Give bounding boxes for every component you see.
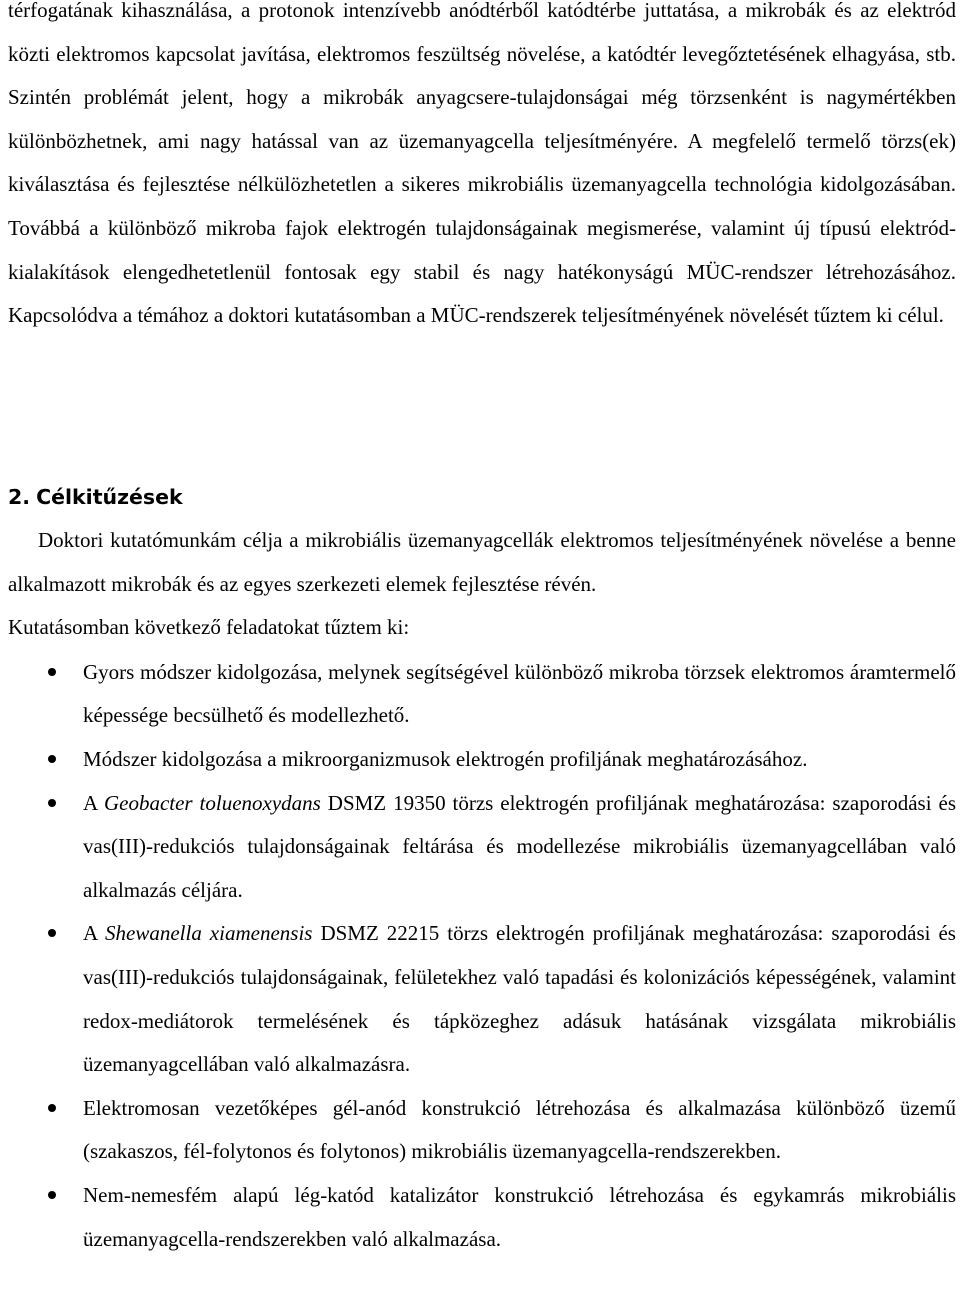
section-heading	[8, 484, 183, 510]
section-number: 2.	[8, 485, 31, 509]
list-item-text: Módszer kidolgozása a mikroorganizmusok elektrogén profiljának meghatározásához.	[83, 746, 808, 771]
list-item	[8, 1087, 956, 1174]
list-item-pre: A	[83, 790, 104, 815]
task-list	[8, 651, 956, 1261]
list-item	[8, 1174, 956, 1261]
list-item-text: Gyors módszer kidolgozása, melynek segítségével különböző mikroba törzsek elektromos áramtermelő képessége becsülhető és modellezhető.	[83, 659, 956, 728]
list-item-text: Elektromosan vezetőképes gél-anód konstrukció létrehozása és alkalmazása különböző üzemű (szakaszos, fél-folytonos és folytonos) mikrobiális üzemanyagcella-rendszerekben.	[83, 1095, 956, 1164]
bullet-icon	[48, 1191, 56, 1199]
list-item	[8, 651, 956, 738]
list-item-text: Nem-nemesfém alapú lég-katód katalizátor konstrukció létrehozása és egykamrás mikrobiális üzemanyagcella-rendszerekben való alkalmazása.	[83, 1182, 956, 1251]
document-page	[8, 0, 956, 1251]
bullet-icon	[48, 929, 56, 937]
list-item-post: DSMZ 19350 törzs elektrogén profiljának meghatározása: szaporodási és vas(III)-redukciós tulajdonságainak feltárása és modellezése mikrobiális üzemanyagcellában való alkalmazás céljára.	[83, 790, 956, 902]
tasks-intro: Kutatásomban következő feladatokat tűztem ki:	[8, 615, 410, 640]
list-item	[8, 738, 956, 782]
list-item	[8, 782, 956, 913]
bullet-icon	[48, 799, 56, 807]
goal-paragraph: Doktori kutatómunkám célja a mikrobiális üzemanyagcellák elektromos teljesítményének növelése a benne alkalmazott mikrobák és az egyes szerkezeti elemek fejlesztése révén.	[8, 528, 956, 596]
list-item-post: DSMZ 22215 törzs elektrogén profiljának meghatározása: szaporodási és vas(III)-redukciós tulajdonságainak, felületekhez való tapadási és kolonizációs képességének, valamint redox-mediátorok termelésének és tápközeghez adásuk hatásának vizsgálata mikrobiális üzemanyagcellában való alkalmazásra.	[83, 921, 956, 1077]
species-name: Geobacter toluenoxydans	[103, 790, 321, 815]
intro-paragraph: térfogatának kihasználása, a protonok intenzívebb anódtérből katódtérbe juttatása, a mikrobák és az elektród közti elektromos kapcsolat javítása, elektromos feszültség növelése, a katódtér levegőztetésének elhagyása, stb. Szintén problémát jelent, hogy a mikrobák anyagcsere-tulajdonságai még törzsenként is nagymértékben különbözhetnek, ami nagy hatással van az üzemanyagcella teljesítményére. A megfelelő termelő törzs(ek) kiválasztása és fejlesztése nélkülözhetetlen a sikeres mikrobiális üzemanyagcella technológia kidolgozásában. Továbbá a különböző mikroba fajok elektrogén tulajdonságainak megismerése, valamint új típusú elektród-kialakítások elengedhetetlenül fontosak egy stabil és nagy hatékonyságú MÜC-rendszer létrehozásához. Kapcsolódva a témához a doktori kutatásomban a MÜC-rendszerek teljesítményének növelését tűztem ki célul.	[8, 0, 956, 328]
bullet-icon	[48, 755, 56, 763]
list-item	[8, 912, 956, 1086]
list-item-pre: A	[83, 921, 105, 946]
bullet-icon	[48, 1104, 56, 1112]
section-body	[8, 519, 956, 1261]
section-title: Célkitűzések	[36, 485, 183, 509]
bullet-icon	[48, 668, 56, 676]
species-name: Shewanella xiamenensis	[105, 921, 313, 946]
